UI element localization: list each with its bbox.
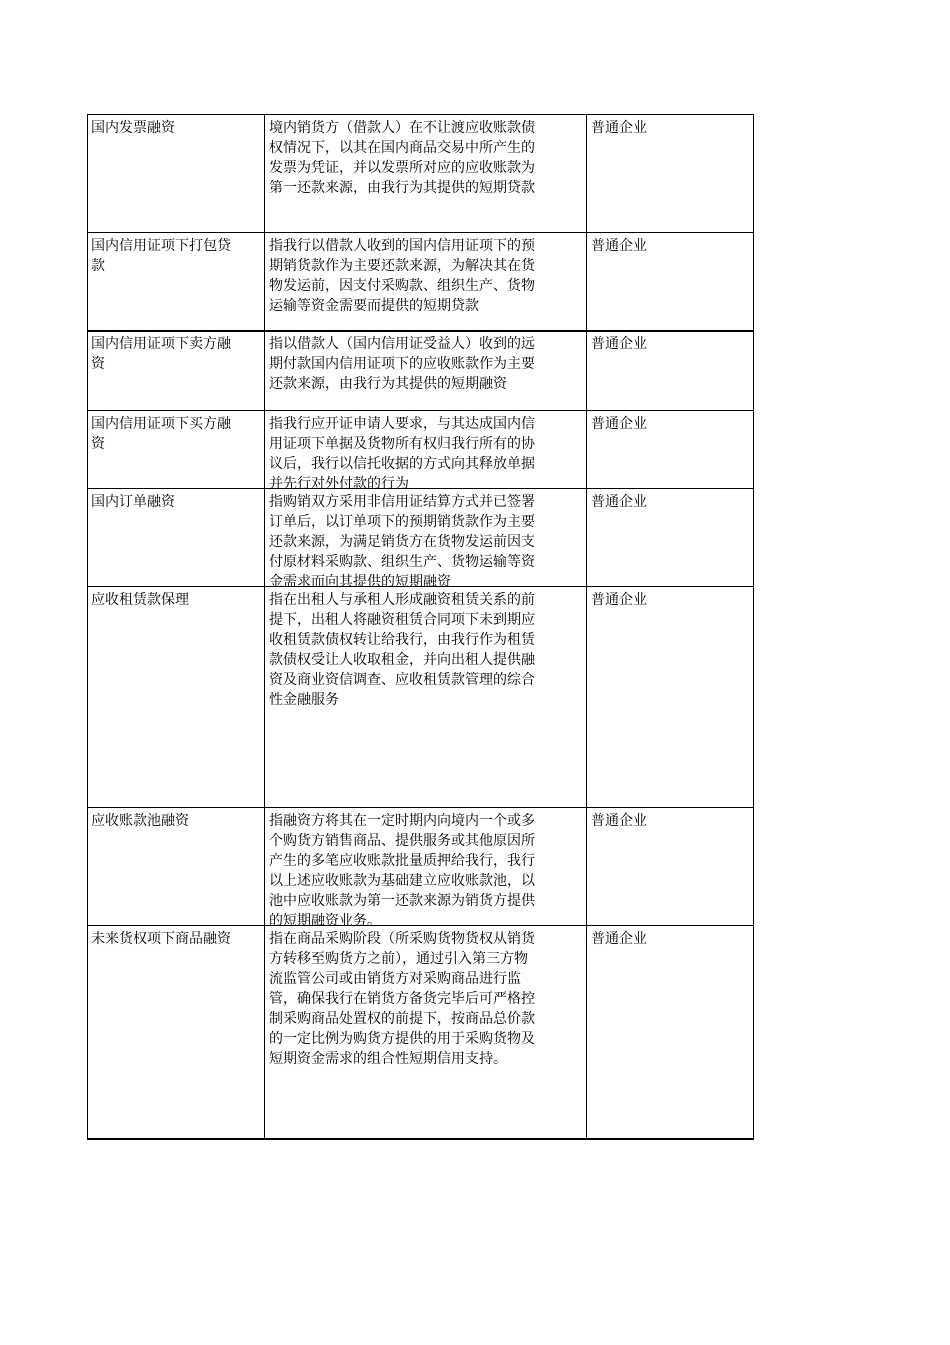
description-line: 还款来源，由我行为其提供的短期融资 — [269, 376, 507, 392]
description-line: 第一还款来源，由我行为其提供的短期贷款 — [269, 180, 535, 196]
description-line: 期销货款作为主要还款来源，为解决其在货 — [269, 258, 535, 274]
description-line: 指我行以借款人收到的国内信用证项下的预 — [269, 238, 535, 254]
product-description — [269, 118, 535, 198]
table-border-right — [753, 114, 754, 1140]
description-line: 指融资方将其在一定时期内向境内一个或多 — [269, 813, 535, 829]
target-customer: 普通企业 — [591, 336, 647, 352]
table-border-left — [87, 114, 88, 1140]
product-name-line: 国内信用证项下卖方融 — [91, 336, 231, 352]
product-name: 应收账款池融资 — [91, 813, 189, 829]
description-line: 性金融服务 — [269, 692, 339, 708]
product-name — [91, 334, 263, 374]
target-customer: 普通企业 — [591, 494, 647, 510]
description-line: 款债权受让人收取租金，并向出租人提供融 — [269, 652, 535, 668]
product-name-line: 国内信用证项下打包贷 — [91, 238, 231, 254]
description-line: 的短期融资业务。 — [269, 913, 381, 929]
description-line: 期付款国内信用证项下的应收账款作为主要 — [269, 356, 535, 372]
product-name-line: 国内信用证项下买方融 — [91, 416, 231, 432]
row-divider — [87, 330, 754, 332]
description-line: 指在商品采购阶段（所采购货物货权从销货 — [269, 931, 535, 947]
description-line: 提下，出租人将融资租赁合同项下未到期应 — [269, 612, 535, 628]
description-line: 发票为凭证，并以发票所对应的应收账款为 — [269, 160, 535, 176]
product-description — [269, 334, 535, 394]
product-name — [91, 414, 263, 454]
description-line: 指我行应开证申请人要求，与其达成国内信 — [269, 416, 535, 432]
target-customer: 普通企业 — [591, 238, 647, 254]
product-description — [269, 414, 535, 494]
description-line: 金需求而向其提供的短期融资 — [269, 574, 451, 590]
description-line: 并先行对外付款的行为 — [269, 476, 409, 492]
description-line: 境内销货方（借款人）在不让渡应收账款债 — [269, 120, 535, 136]
target-customer: 普通企业 — [591, 416, 647, 432]
product-description — [269, 590, 535, 710]
description-line: 池中应收账款为第一还款来源为销货方提供 — [269, 893, 535, 909]
target-customer: 普通企业 — [591, 813, 647, 829]
product-name: 应收租赁款保理 — [91, 592, 189, 608]
description-line: 用证项下单据及货物所有权归我行所有的协 — [269, 436, 535, 452]
target-customer: 普通企业 — [591, 120, 647, 136]
column-divider-2 — [586, 114, 587, 1140]
description-line: 流监管公司或由销货方对采购商品进行监 — [269, 971, 521, 987]
description-line: 运输等资金需要而提供的短期贷款 — [269, 298, 479, 314]
row-divider — [87, 232, 754, 233]
description-line: 付原材料采购款、组织生产、货物运输等资 — [269, 554, 535, 570]
description-line: 权情况下，以其在国内商品交易中所产生的 — [269, 140, 535, 156]
product-name: 国内发票融资 — [91, 120, 175, 136]
description-line: 指以借款人（国内信用证受益人）收到的远 — [269, 336, 535, 352]
product-description — [269, 492, 535, 592]
description-line: 物发运前，因支付采购款、组织生产、货物 — [269, 278, 535, 294]
target-customer: 普通企业 — [591, 931, 647, 947]
column-divider-1 — [264, 114, 265, 1140]
product-name: 国内订单融资 — [91, 494, 175, 510]
product-name-line: 资 — [91, 356, 105, 372]
row-divider — [87, 807, 754, 808]
target-customer: 普通企业 — [591, 592, 647, 608]
product-name-line: 资 — [91, 436, 105, 452]
row-divider — [87, 410, 754, 411]
product-name-line: 款 — [91, 258, 105, 274]
product-name: 未来货权项下商品融资 — [91, 931, 231, 947]
product-description — [269, 929, 535, 1069]
table-border-bottom — [87, 1138, 754, 1140]
description-line: 资及商业资信调查、应收租赁款管理的综合 — [269, 672, 535, 688]
description-line: 管，确保我行在销货方备货完毕后可严格控 — [269, 991, 535, 1007]
description-line: 指购销双方采用非信用证结算方式并已签署 — [269, 494, 535, 510]
description-line: 还款来源，为满足销货方在货物发运前因支 — [269, 534, 535, 550]
description-line: 订单后，以订单项下的预期销货款作为主要 — [269, 514, 535, 530]
description-line: 以上述应收账款为基础建立应收账款池，以 — [269, 873, 535, 889]
description-line: 收租赁款债权转让给我行，由我行作为租赁 — [269, 632, 535, 648]
description-line: 的一定比例为购货方提供的用于采购货物及 — [269, 1031, 535, 1047]
product-name — [91, 236, 263, 276]
description-line: 短期资金需求的组合性短期信用支持。 — [269, 1051, 507, 1067]
description-line: 产生的多笔应收账款批量质押给我行，我行 — [269, 853, 535, 869]
description-line: 个购货方销售商品、提供服务或其他原因所 — [269, 833, 535, 849]
products-table — [87, 114, 754, 1140]
description-line: 方转移至购货方之前），通过引入第三方物 — [269, 951, 528, 967]
table-border-top — [87, 114, 754, 115]
description-line: 议后，我行以信托收据的方式向其释放单据 — [269, 456, 535, 472]
product-description — [269, 811, 535, 931]
product-description — [269, 236, 535, 316]
description-line: 指在出租人与承租人形成融资租赁关系的前 — [269, 592, 535, 608]
description-line: 制采购商品处置权的前提下，按商品总价款 — [269, 1011, 535, 1027]
